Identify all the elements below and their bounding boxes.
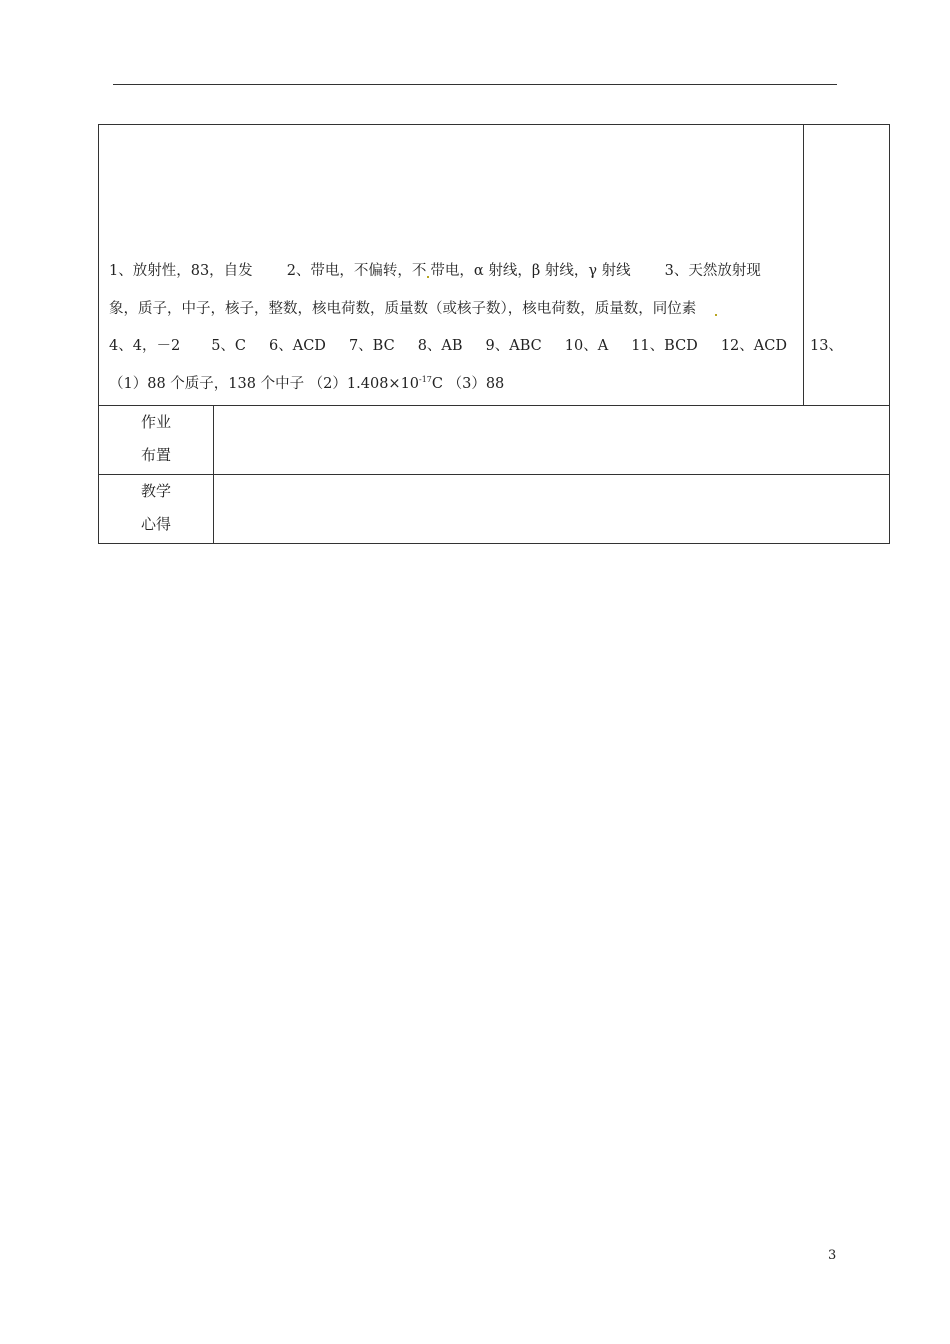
answer-3b: 象，质子，中子，核子，整数，核电荷数，质量数（或核子数），核电荷数，质量数，同位素 (109, 300, 697, 317)
reflection-label-2: 心得 (140, 515, 171, 533)
answer-13-text-end: C （3）88 (431, 375, 505, 392)
answer-10: 10、A (564, 338, 609, 354)
answer-9: 9、ABC (485, 338, 542, 354)
answer-8: 8、AB (417, 338, 463, 354)
answer-13-label: 13、 (809, 338, 843, 354)
homework-label-1: 作业 (140, 413, 171, 431)
answer-6: 6、ACD (269, 338, 326, 354)
answer-11: 11、BCD (631, 338, 698, 354)
answer-line-2 (109, 295, 795, 333)
homework-label-cell (99, 406, 214, 475)
answer-12: 12、ACD (720, 338, 787, 354)
answer-3a: 3、天然放射现 (664, 263, 761, 279)
answer-2a: 2、带电，不偏转，不 (286, 263, 427, 279)
answer-1: 1、放射性，83，自发 (109, 263, 253, 279)
mark-dot (715, 314, 717, 316)
lesson-table (98, 124, 890, 544)
answer-2b: 带电，α 射线，β 射线，γ 射线 (430, 263, 631, 279)
answer-13-exponent: -17 (419, 374, 432, 384)
reflection-label-cell (99, 475, 214, 544)
homework-content-cell (214, 406, 890, 475)
homework-label-2: 布置 (140, 446, 171, 464)
answer-7: 7、BC (348, 338, 395, 354)
answer-line-4 (109, 370, 795, 408)
answer-key-cell (99, 125, 843, 406)
answer-4: 4、4，－2 (109, 338, 181, 354)
answer-5: 5、C (211, 338, 247, 354)
answer-line-1 (109, 257, 795, 295)
header-rule (113, 84, 837, 85)
page-number: 3 (828, 1248, 837, 1263)
answer-13-text: （1）88 个质子，138 个中子 （2）1.408×10 (109, 375, 420, 392)
reflection-content-cell (214, 475, 890, 544)
side-cell (804, 125, 890, 406)
answer-line-3 (109, 332, 843, 370)
reflection-label-1: 教学 (140, 482, 171, 500)
